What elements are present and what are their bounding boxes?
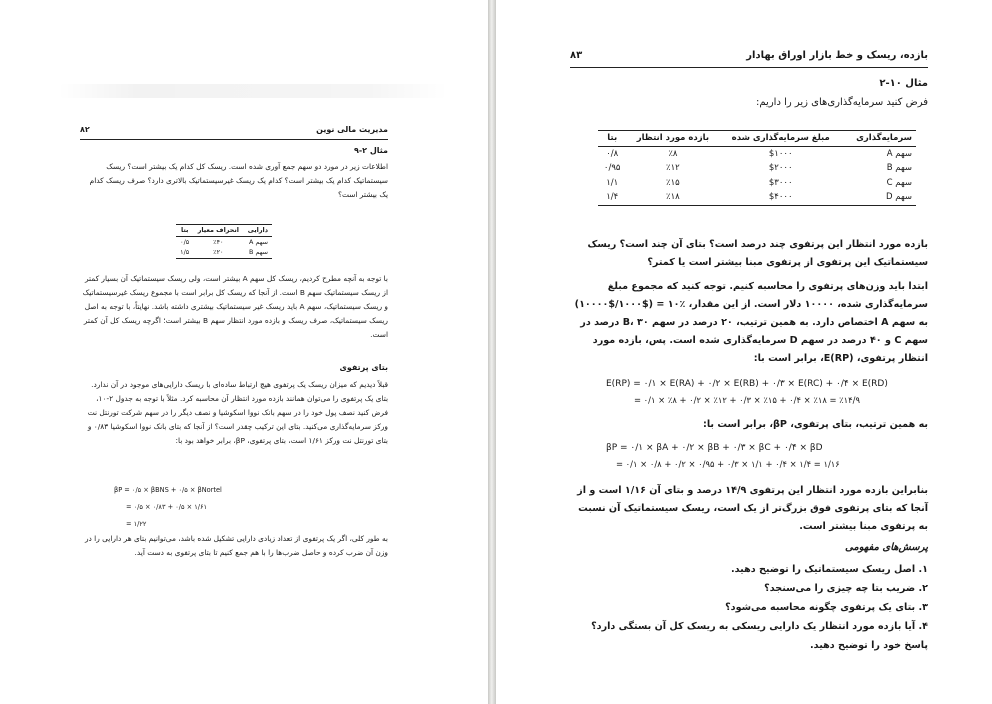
left-page-number: ۸۲: [80, 125, 90, 134]
left-running-header: [80, 125, 388, 137]
table-cell: سهم B: [249, 248, 268, 256]
right-page-number: ۸۳: [570, 50, 583, 61]
left-answer-text: با توجه به آنچه مطرح کردیم، ریسک کل سهم A بیشتر است، ولی ریسک سیستماتیک آن بسیار کمتر از ریسک سیستماتیک سهم B است. از آنجا که ریسک کل برابر است با مجموع ریسک غیرسیستماتیک و ریسک سیستماتیک، سهم A باید ریسک غیر سیستماتیک بیشتری داشته باشد. نهایتاً، با توجه به اصل ریسک سیستماتیک، صرف ریسک و بازده مورد انتظار سهم B بیشتر است؛ اگرچه ریسک کل آن کمتر است.: [82, 274, 388, 339]
equation-line: E(RP) = ۰/۱ × E(RA) + ۰/۲ × E(RB) + ۰/۳ × E(RC) + ۰/۴ × E(RD): [606, 379, 888, 389]
right-col-return: بازده مورد انتظار: [636, 133, 710, 143]
right-questions-title: پرسش‌های مفهومی: [845, 542, 928, 553]
table-row: [598, 161, 916, 176]
equation-line: βP = ۰/۱ × βA + ۰/۲ × βB + ۰/۳ × βC + ۰/۴ × βD: [606, 443, 823, 453]
left-example-text: اطلاعات زیر در مورد دو سهم جمع آوری شده است. ریسک کل کدام یک بیشتر است؟ ریسک سیستماتیک کدام یک بیشتر است؟ کدام یک ریسک غیرسیستماتیک بالاتری دارد؟ صرف ریسک کدام یک بیشتر است؟: [89, 162, 388, 199]
table-cell: $۱۰۰۰: [768, 148, 793, 159]
equation-line: = ۰/۱ × ٪۸ + ۰/۲ × ٪۱۲ + ۰/۳ × ٪۱۵ + ۰/۴ × ٪۱۸ = ٪۱۴/۹: [634, 395, 860, 405]
table-cell: $۳۰۰۰: [768, 177, 793, 188]
list-item: ۱. اصل ریسک سیستماتیک را توضیح دهید.: [731, 564, 928, 575]
right-solution-text: ابتدا باید وزن‌های پرتفوی را محاسبه کنیم. توجه کنید که مجموع مبلغ سرمایه‌گذاری شده، ۱۰۰۰۰ دلار است. از این مقدار، ٪۱۰ = ($۱۰۰۰/$۱۰۰۰۰) به سهم A اختصاص دارد. به همین ترتیب، ۲۰ درصد در سهم B، ۳۰ درصد در سهم C و ۴۰ درصد در سهم D سرمایه‌گذاری شده است. پس، بازده مورد انتظار پرتفوی، E(RP)، برابر است با:: [574, 281, 928, 364]
right-question-text: بازده مورد انتظار این پرتفوی چند درصد است؟ بتای آن چند است؟ ریسک سیستماتیک این پرتفوی از پرتفوی مبنا بیشتر است یا کمتر؟: [587, 239, 928, 268]
scan-smudge: [58, 84, 448, 98]
right-col-beta: بتا: [607, 133, 618, 143]
left-col-std: انحراف معیار: [197, 226, 239, 234]
right-example-title: مثال ۱۰-۲: [879, 78, 928, 89]
left-section-title: بتای پرتفوی: [339, 363, 388, 372]
list-item: ۳. بتای یک پرتفوی چگونه محاسبه می‌شود؟: [725, 602, 928, 613]
left-header-title: مدیریت مالی نوین: [316, 125, 388, 134]
table-cell: ۱/۵: [180, 248, 190, 256]
table-cell: ۱/۴: [606, 192, 619, 202]
table-cell: سهم B: [886, 163, 912, 173]
list-item: ۴. آیا بازده مورد انتظار یک دارایی ریسکی به ریسک کل آن بستگی دارد؟ پاسخ خود را توضیح دهید.: [591, 621, 928, 651]
right-eq-beta: [606, 440, 840, 472]
left-section-text: قبلاً دیدیم که میزان ریسک یک پرتفوی هیچ ارتباط ساده‌ای با ریسک دارایی‌های موجود در آن ندارد. بتای یک پرتفوی را می‌توان همانند بازده مورد انتظار آن محاسبه کرد. مثلاً با توجه به جدول ۲-۱۰، فرض کنید نصف پول خود را در سهم بانک نووا اسکوشیا و نصف دیگر را در سهم شرکت تورنتل نت ورکز سرمایه‌گذاری می‌کنید. بتای این ترکیب چقدر است؟ از آنجا که بتای بانک نووا اسکوشیا ۰/۸۳ و بتای تورنتل نت ورکز ۱/۶۱ است، بتای پرتفوی، βP، برابر خواهد بود با:: [87, 380, 388, 445]
table-cell: ٪۱۲: [666, 163, 680, 173]
right-col-amount: مبلغ سرمایه‌گذاری شده: [731, 133, 830, 143]
table-cell: ٪۱۸: [666, 192, 680, 202]
table-cell: $۴۰۰۰: [768, 192, 793, 202]
table-cell: سهم D: [886, 192, 912, 202]
right-beta-intro: به همین ترتیب، بتای پرتفوی، βP، برابر است با:: [702, 419, 928, 430]
equation-line: = ۰/۱ × ۰/۸ + ۰/۲ × ۰/۹۵ + ۰/۳ × ۱/۱ + ۰/۴ × ۱/۴ = ۱/۱۶: [616, 459, 840, 469]
table-cell: ۰/۹۵: [603, 163, 621, 173]
list-item: ۲. ضریب بتا چه چیزی را می‌سنجد؟: [764, 583, 928, 594]
right-data-table: [598, 130, 916, 206]
left-data-table: [176, 224, 272, 259]
table-cell: ۰/۸: [606, 148, 619, 159]
table-cell: ٪۴۰: [213, 237, 224, 246]
table-cell: ٪۲۰: [213, 248, 224, 256]
table-cell: ۰/۵: [180, 237, 190, 246]
right-page: [496, 0, 992, 704]
right-col-investment: سرمایه‌گذاری: [856, 133, 912, 143]
table-row: [176, 236, 272, 247]
formula-line: = ۰/۵ × ۰/۸۳ + ۰/۵ × ۱/۶۱: [126, 503, 208, 511]
right-conclusion-text: بنابراین بازده مورد انتظار این پرتفوی ۱۴/۹ درصد و بتای آن ۱/۱۶ است و از آنجا که بتای پرتفوی فوق بزرگ‌تر از یک است، ریسک سیستماتیک آن نسبت به پرتفوی مبنا بیشتر است.: [577, 485, 928, 532]
left-closing-text: به طور کلی، اگر یک پرتفوی از تعداد زیادی دارایی تشکیل شده باشد، می‌توانیم بتای هر دارایی را در وزن آن ضرب کرده و حاصل ضرب‌ها را با هم جمع کنیم تا بتای پرتفوی به دست آید.: [84, 534, 388, 557]
book-gutter: [488, 0, 496, 704]
table-row: [598, 190, 916, 205]
left-page: [0, 0, 488, 704]
table-cell: سهم A: [886, 148, 912, 159]
formula-line: βP = ۰/۵ × βBNS + ۰/۵ × βNortel: [114, 486, 222, 494]
left-col-asset: دارایی: [247, 226, 268, 234]
table-cell: ٪۱۵: [666, 177, 680, 188]
table-cell: $۲۰۰۰: [768, 163, 793, 173]
table-row: [176, 247, 272, 258]
right-eq-return: [606, 376, 888, 408]
right-questions-list: [570, 560, 928, 655]
left-example-title: مثال ۲-۹: [353, 146, 388, 155]
formula-line: = ۱/۲۲: [126, 520, 147, 528]
table-row: [598, 176, 916, 191]
left-formula: [114, 482, 222, 533]
table-cell: سهم A: [249, 237, 268, 246]
table-cell: ۱/۱: [606, 177, 619, 188]
right-header-title: بازده، ریسک و خط بازار اوراق بهادار: [746, 50, 928, 61]
table-cell: سهم C: [886, 177, 912, 188]
right-running-header: [570, 50, 928, 64]
left-header-rule: [80, 139, 388, 140]
table-cell: ٪۸: [668, 148, 678, 159]
left-col-beta: بتا: [180, 226, 189, 234]
table-row: [598, 146, 916, 161]
right-intro: فرض کنید سرمایه‌گذاری‌های زیر را داریم:: [756, 97, 928, 108]
right-header-rule: [570, 67, 928, 68]
